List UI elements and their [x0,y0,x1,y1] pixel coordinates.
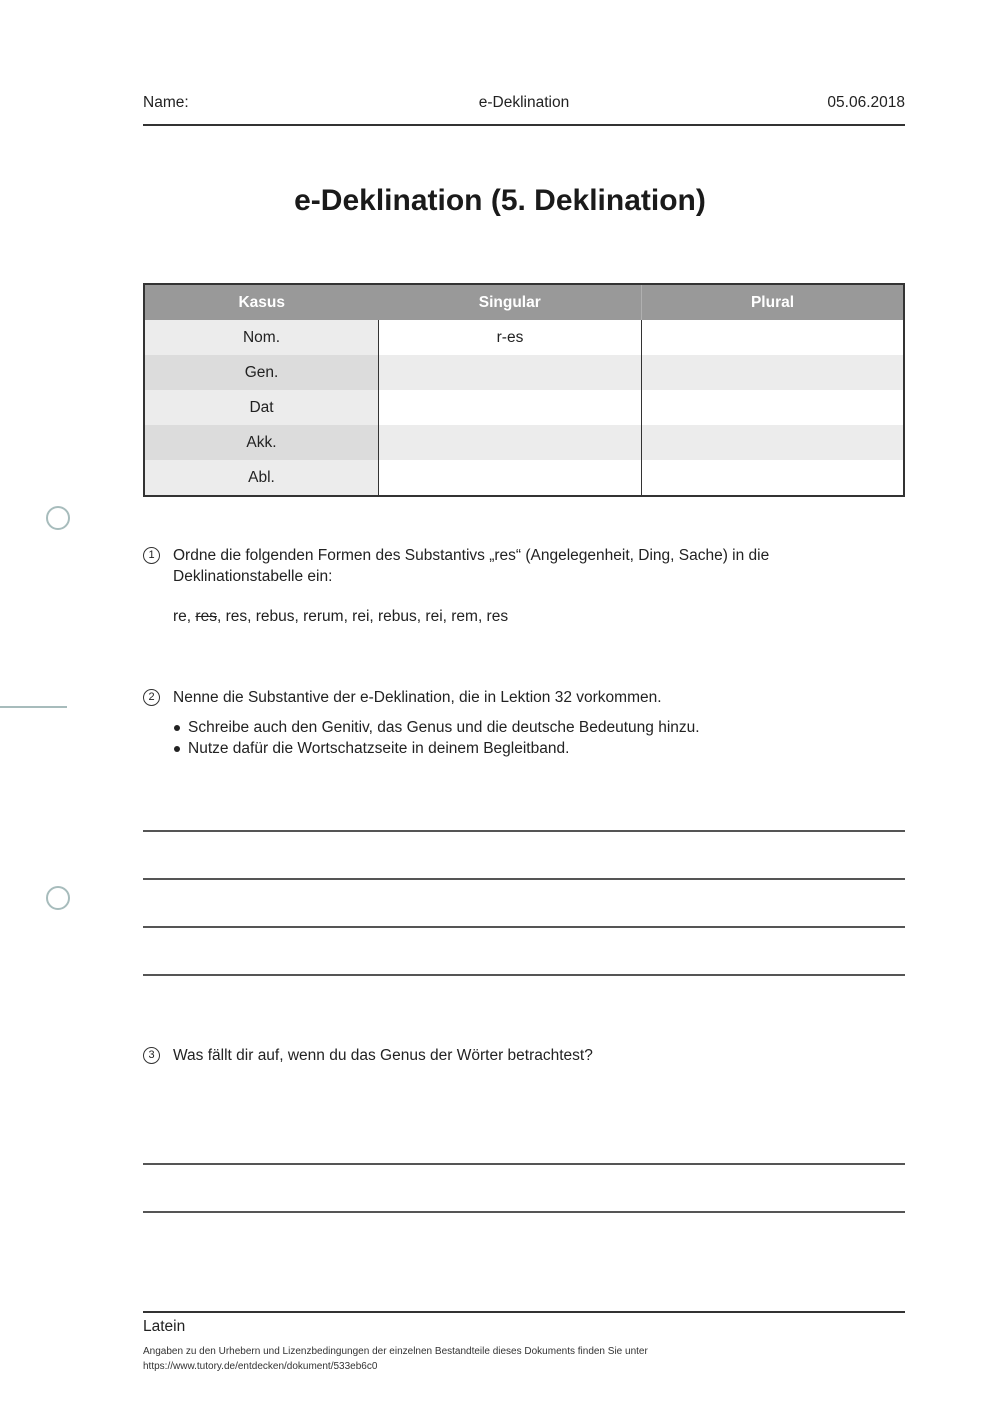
fold-mark [0,706,67,708]
plural-cell[interactable] [642,320,905,355]
bullet-dot-icon [174,725,180,731]
task-3-instruction: Was fällt dir auf, wenn du das Genus der Wörter betrachtest? [173,1047,593,1064]
writing-line[interactable] [143,926,905,928]
writing-line[interactable] [143,1163,905,1165]
table-row [144,425,904,460]
singular-cell[interactable] [379,355,642,390]
punch-hole-mark [46,886,70,910]
credits-text: Angaben zu den Urhebern und Lizenzbedingungen der einzelnen Bestandteile dieses Dokuments finden Sie unter [143,1346,648,1357]
credits-url[interactable]: https://www.tutory.de/entdecken/dokument/533eb6c0 [143,1361,378,1372]
table-row [144,320,904,355]
bullet-dot-icon [174,746,180,752]
singular-cell[interactable]: r-es [379,320,642,355]
singular-cell[interactable] [379,425,642,460]
plural-cell[interactable] [642,390,905,425]
table-row [144,390,904,425]
table-row [144,460,904,496]
header-date: 05.06.2018 [827,94,905,111]
header-doc-title: e-Deklination [478,94,570,111]
footer-subject: Latein [143,1318,186,1335]
punch-hole-mark [46,506,70,530]
bullet-text: Schreibe auch den Genitiv, das Genus und die deutsche Bedeutung hinzu. [188,719,700,736]
column-header-plural: Plural [642,284,905,320]
task-number-1: 1 [143,547,160,564]
page-header [143,94,905,116]
declension-table [143,283,905,497]
column-header-singular: Singular [379,284,642,320]
task-2-instruction: Nenne die Substantive der e-Deklination, die in Lektion 32 vorkommen. [173,689,662,706]
forms-after: , res, rebus, rerum, rei, rebus, rei, rem, res [216,608,509,625]
name-label: Name: [143,94,189,111]
list-item [173,717,893,738]
task-1-instruction: Ordne die folgenden Formen des Substantivs „res“ (Angelegenheit, Ding, Sache) in die Deklinationstabelle ein: [173,547,770,585]
footer-credits [143,1344,843,1374]
bullet-text: Nutze dafür die Wortschatzseite in deinem Begleitband. [188,740,570,757]
singular-cell[interactable] [379,460,642,496]
task-number-2: 2 [143,689,160,706]
footer-divider [143,1311,905,1313]
table-header-row [144,284,904,320]
plural-cell[interactable] [642,460,905,496]
task-2-bullets [173,717,893,759]
kasus-cell: Nom. [144,320,379,355]
list-item [173,738,893,759]
forms-before: re, [173,608,196,625]
kasus-cell: Akk. [144,425,379,460]
kasus-cell: Abl. [144,460,379,496]
singular-cell[interactable] [379,390,642,425]
writing-line[interactable] [143,830,905,832]
page-title: e-Deklination (5. Deklination) [294,184,706,217]
writing-line[interactable] [143,1211,905,1213]
table-row [144,355,904,390]
kasus-cell: Dat [144,390,379,425]
plural-cell[interactable] [642,425,905,460]
header-divider [143,124,905,126]
writing-line[interactable] [143,974,905,976]
task-number-3: 3 [143,1047,160,1064]
task-1-forms [173,606,893,627]
plural-cell[interactable] [642,355,905,390]
writing-line[interactable] [143,878,905,880]
forms-struck: res [195,608,217,625]
kasus-cell: Gen. [144,355,379,390]
column-header-kasus: Kasus [144,284,379,320]
